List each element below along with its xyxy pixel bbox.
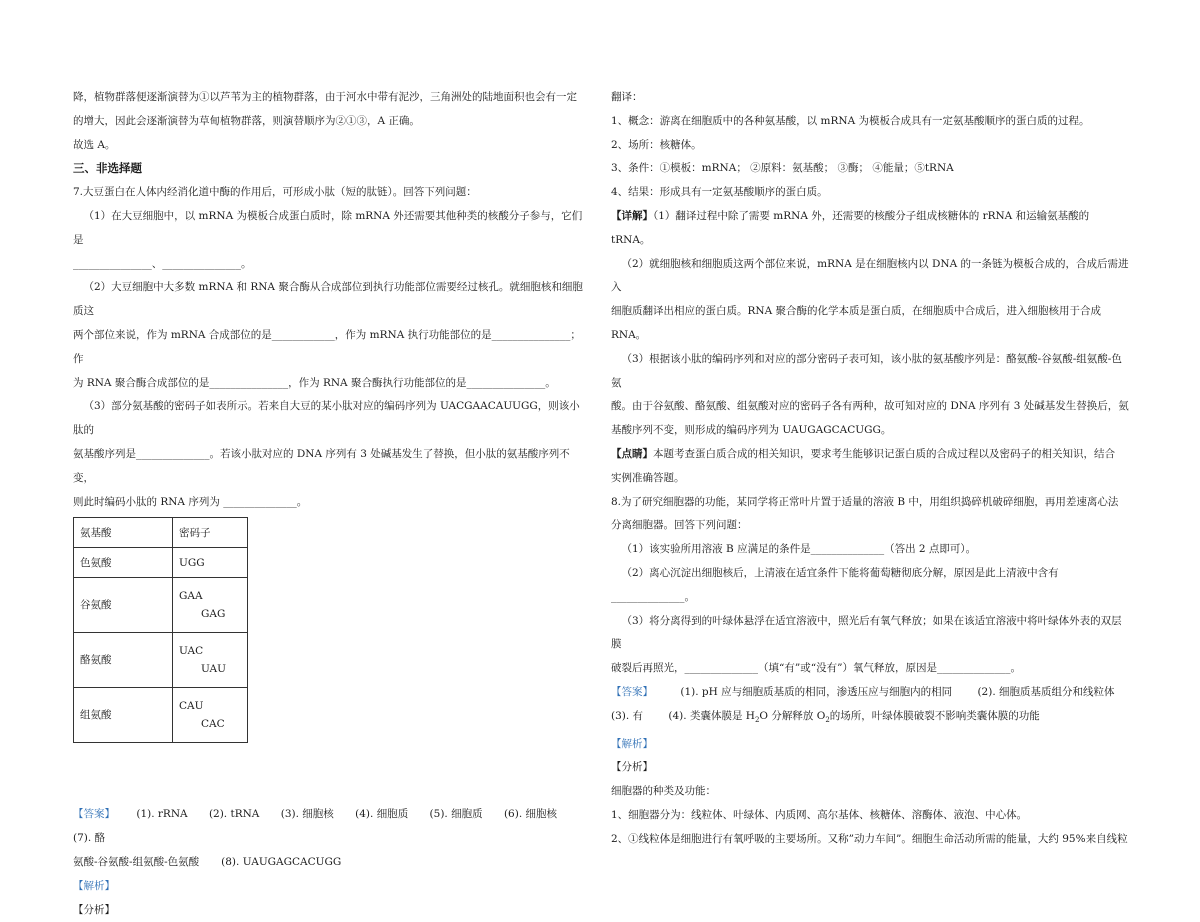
codon-table	[73, 517, 248, 743]
answer-item: (3). 有	[611, 709, 644, 722]
answer-line	[73, 851, 583, 875]
explanation-line	[611, 205, 1131, 253]
question-7-stem: 7.大豆蛋白在人体内经消化道中酶的作用后，可形成小肽（短的肽链）。回答下列问题：	[73, 186, 477, 199]
table-row	[74, 633, 248, 688]
analysis-heading: 【分析】	[611, 761, 653, 774]
table-row	[74, 578, 248, 633]
answer-line	[73, 803, 583, 851]
codon: CAC	[201, 718, 225, 731]
answer-item: (6). 细胞核	[503, 808, 558, 821]
q8-part3-line: 破裂后再照光，______________（填“有”或“没有”）氧气释放，原因是______________。	[611, 662, 1021, 675]
q7-part2: （2）大豆细胞中大多数 mRNA 和 RNA 聚合酶从合成部位到执行功能部位需要经过核孔。就细胞核和细胞质这	[73, 281, 583, 318]
codon: GAA	[179, 590, 203, 603]
comment-tag: 【点睛】	[611, 447, 653, 460]
text-line: 故选 A。	[73, 138, 116, 151]
text-line: 3、条件：①模板：mRNA； ②原料：氨基酸； ③酶； ④能量；⑤tRNA	[611, 162, 954, 175]
answer-tag: 【答案】	[73, 808, 115, 821]
text-line: 1、概念：游离在细胞质中的各种氨基酸，以 mRNA 为模板合成具有一定氨基酸顺序的蛋白质的过程。	[611, 114, 1090, 127]
table-header: 氨基酸	[74, 518, 173, 548]
answer-item: (2). 细胞质基质组分和线粒体	[977, 685, 1115, 698]
codon-cell	[173, 688, 248, 743]
amino-acid-cell: 谷氨酸	[74, 578, 173, 633]
q7-part2-line: 两个部位来说，作为 mRNA 合成部位的是____________，作为 mRNA 执行功能部位的是_______________；作	[73, 328, 581, 365]
codon: GAG	[201, 608, 226, 621]
text-line: 翻译：	[611, 91, 643, 103]
answer-item: (7). 酪	[73, 832, 106, 845]
amino-acid-cell: 色氨酸	[74, 548, 173, 578]
codon: UGG	[179, 556, 205, 569]
answer-tag: 【答案】	[611, 685, 653, 698]
text-line: 4、结果：形成具有一定氨基酸顺序的蛋白质。	[611, 186, 828, 199]
codon-cell	[173, 633, 248, 688]
comment-text: 本题考查蛋白质合成的相关知识，要求考生能够识记蛋白质的合成过程以及密码子的相关知识，结合	[653, 447, 1115, 460]
explanation-line: （3）根据该小肽的编码序列和对应的部分密码子表可知，该小肽的氨基酸序列是：酪氨酸-谷氨酸-组氨酸-色氨	[611, 352, 1122, 389]
answer-item: (2). tRNA	[208, 808, 260, 821]
text-line: 降，植物群落便逐渐演替为①以芦苇为主的植物群落，由于河水中带有泥沙，三角洲处的陆地面积也会有一定	[73, 91, 577, 103]
section-heading: 三、非选择题	[73, 161, 142, 176]
answer-item: 氨酸-谷氨酸-组氨酸-色氨酸	[73, 855, 200, 868]
codon: UAC	[179, 645, 204, 658]
analysis-heading: 【分析】	[73, 903, 115, 916]
amino-acid-cell: 组氨酸	[74, 688, 173, 743]
right-column	[611, 86, 1131, 852]
explanation-line: RNA。	[611, 328, 647, 341]
comment-line	[611, 443, 1131, 467]
q7-part1: （1）在大豆细胞中，以 mRNA 为模板合成蛋白质时，除 mRNA 外还需要其他种类的核酸分子参与，它们是	[73, 209, 583, 246]
text-line: 2、①线粒体是细胞进行有氧呼吸的主要场所。又称”动力车间”。细胞生命活动所需的能量，大约 95%来自线粒	[611, 832, 1128, 845]
q7-part3: （3）部分氨基酸的密码子如表所示。若来自大豆的某小肽对应的编码序列为 UACGAACAUUGG，则该小肽的	[73, 400, 580, 437]
analysis-tag: 【解析】	[611, 737, 653, 750]
text-line: 1、细胞器分为：线粒体、叶绿体、内质网、高尔基体、核糖体、溶酶体、液泡、中心体。	[611, 809, 1028, 821]
text-line: 的增大，因此会逐渐演替为草甸植物群落，则演替顺序为②①③，A 正确。	[73, 114, 420, 127]
q8-part1: （1）该实验所用溶液 B 应满足的条件是______________（答出 2 点即可）。	[621, 543, 977, 556]
codon: CAU	[179, 700, 204, 713]
explanation-line: 基酸序列不变，则形成的编码序列为 UAUGAGCACUGG。	[611, 424, 892, 437]
answer-item: (1). rRNA	[136, 808, 188, 821]
table-row	[74, 548, 248, 578]
q7-part3-line: 氨基酸序列是______________。若该小肽对应的 DNA 序列有 3 处碱基发生了替换，但小肽的氨基酸序列不变，	[73, 447, 570, 484]
table-header: 密码子	[173, 518, 248, 548]
left-column	[73, 86, 583, 922]
answer-item: (4). 类囊体膜是 $H_2O$ 分解释放 $O_2$的场所，叶绿体膜破裂不影响类囊体膜的功能	[668, 709, 1040, 724]
codon-cell	[173, 578, 248, 633]
codon: UAU	[201, 663, 226, 676]
answer-item: (8). UAUGAGCACUGG	[221, 855, 342, 868]
table-header-row	[74, 518, 248, 548]
answer-line	[611, 705, 1131, 733]
q7-part2-line: 为 RNA 聚合酶合成部位的是_______________，作为 RNA 聚合酶执行功能部位的是_______________。	[73, 376, 556, 389]
comment-line: 实例准确答题。	[611, 471, 685, 484]
answer-item: (1). pH 应与细胞质基质的相同，渗透压应与细胞内的相同	[680, 685, 953, 698]
question-8-stem: 8.为了研究细胞器的功能，某同学将正常叶片置于适量的溶液 B 中，用组织捣碎机破碎细胞，再用差速离心法	[611, 495, 1119, 508]
explanation-tag: 【详解】	[611, 209, 653, 222]
q7-part1-blanks: _______________、_______________。	[73, 257, 252, 270]
answer-line	[611, 681, 1131, 705]
answer-item: (4). 细胞质	[355, 808, 409, 821]
q8-part2: （2）离心沉淀出细胞核后，上清液在适宜条件下能将葡萄糖彻底分解，原因是此上清液中含有	[621, 566, 1059, 579]
q7-part3-line: 则此时编码小肽的 RNA 序列为 ______________。	[73, 495, 308, 508]
explanation-text: （1）翻译过程中除了需要 mRNA 外，还需要的核酸分子组成核糖体的 rRNA 和运输氨基酸的 tRNA。	[611, 209, 1090, 246]
answer-item: (3). 细胞核	[280, 808, 334, 821]
text-line: 细胞器的种类及功能：	[611, 785, 716, 798]
question-8-stem: 分离细胞器。回答下列问题：	[611, 519, 748, 532]
q8-part2-blank: ______________。	[611, 590, 695, 603]
text-line: 2、场所：核糖体。	[611, 138, 702, 151]
amino-acid-cell: 酪氨酸	[74, 633, 173, 688]
table-row	[74, 688, 248, 743]
q8-part3: （3）将分离得到的叶绿体悬浮在适宜溶液中，照光后有氧气释放；如果在该适宜溶液中将叶绿体外表的双层膜	[611, 614, 1122, 651]
answer-item: (5). 细胞质	[429, 808, 483, 821]
explanation-line: 酸。由于谷氨酸、酪氨酸、组氨酸对应的密码子各有两种，故可知对应的 DNA 序列有 3 处碱基发生替换后，氨	[611, 400, 1129, 413]
explanation-line: （2）就细胞核和细胞质这两个部位来说，mRNA 是在细胞核内以 DNA 的一条链为模板合成的，合成后需进入	[611, 257, 1129, 294]
analysis-tag: 【解析】	[73, 879, 115, 892]
explanation-line: 细胞质翻译出相应的蛋白质。RNA 聚合酶的化学本质是蛋白质，在细胞质中合成后，进入细胞核用于合成	[611, 305, 1102, 318]
codon-cell	[173, 548, 248, 578]
